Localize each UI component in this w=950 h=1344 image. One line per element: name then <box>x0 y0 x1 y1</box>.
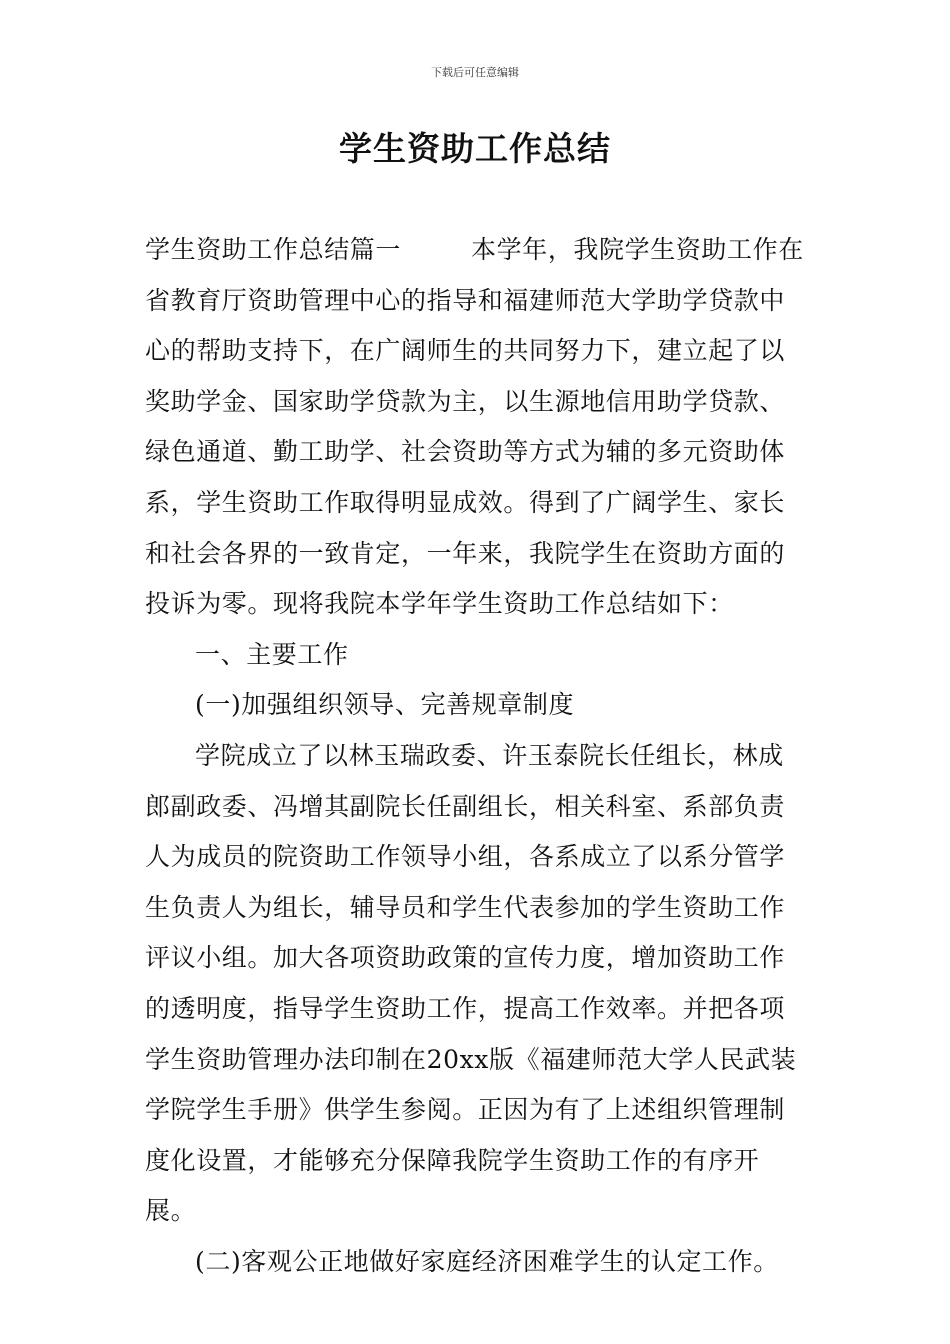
intro-text: 本学年，我院学生资助工作在省教育厅资助管理中心的指导和福建师范大学助学贷款中心的帮助支持下，在广阔师生的共同努力下，建立起了以奖助学金、国家助学贷款为主，以生源地信用助学贷款、绿色通道、勤工助学、社会资助等方式为辅的多元资助体系，学生资助工作取得明显成效。得到了广阔学生、家长和社会各界的一致肯定，一年来，我院学生在资助方面的投诉为零。现将我院本学年学生资助工作总结如下： <box>145 235 804 619</box>
document-body <box>145 225 809 1287</box>
header-note: 下载后可任意编辑 <box>431 66 519 79</box>
subheading-organization: (一)加强组织领导、完善规章制度 <box>195 690 575 720</box>
heading-main-work: 一、主要工作 <box>195 639 349 669</box>
subheading-identification: (二)客观公正地做好家庭经济困难学生的认定工作。 <box>195 1246 779 1276</box>
section-label: 学生资助工作总结篇一 <box>145 235 402 264</box>
paragraph-organization: 学院成立了以林玉瑞政委、许玉泰院长任组长，林成郎副政委、冯增其副院长任副组长，相关科室、系部负责人为成员的院资助工作领导小组，各系成立了以系分管学生负责人为组长，辅导员和学生代表参加的学生资助工作评议小组。加大各项资助政策的宣传力度，增加资助工作的透明度，指导学生资助工作，提高工作效率。并把各项学生资助管理办法印制在20xx版《福建师范大学人民武装学院学生手册》供学生参阅。正因为有了上述组织管理制度化设置，才能够充分保障我院学生资助工作的有序开展。 <box>145 740 797 1226</box>
document-title: 学生资助工作总结 <box>339 129 611 168</box>
paragraph-intro <box>145 225 809 630</box>
